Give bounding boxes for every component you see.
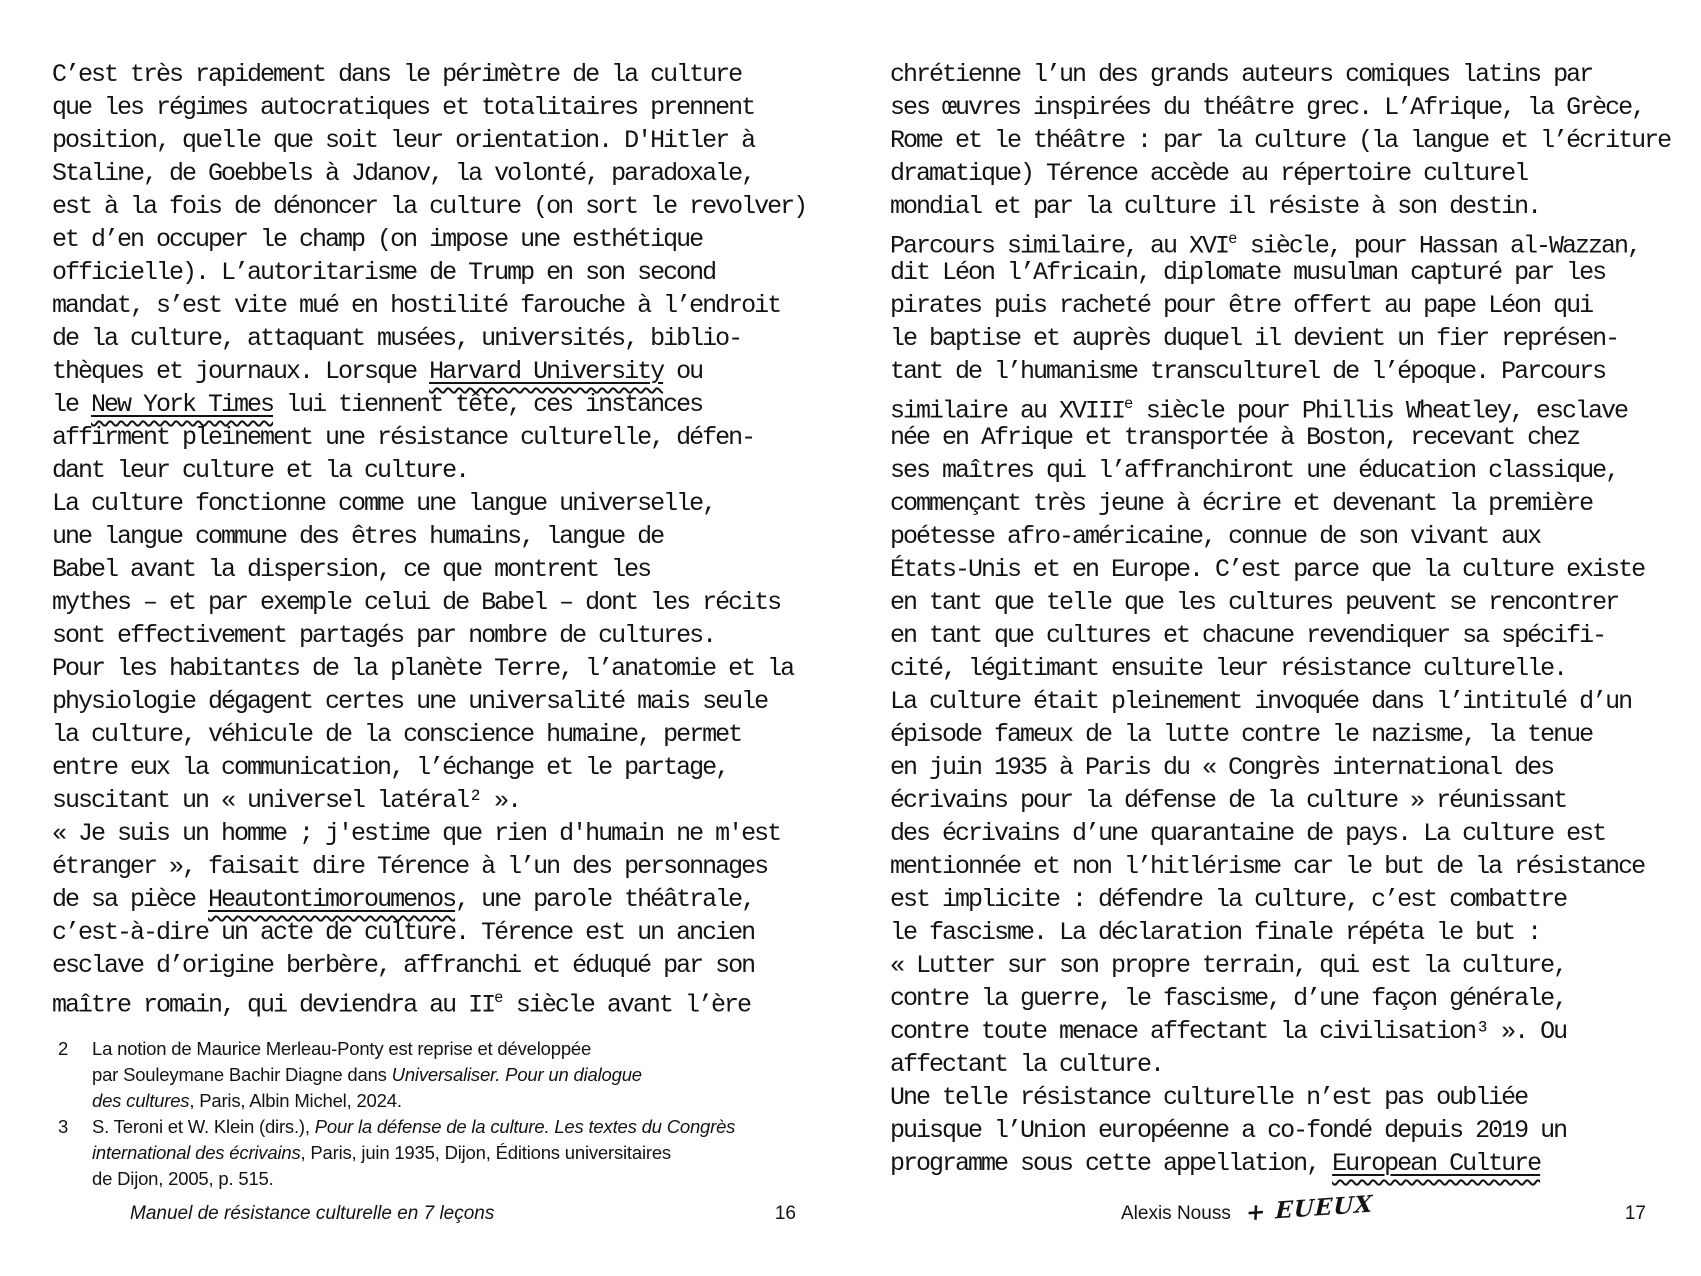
text-line: La culture était pleinement invoquée dans l’intitulé d’un — [890, 687, 1632, 716]
underlined-term: Harvard University — [429, 357, 664, 386]
text-line: position, quelle que soit leur orientation. D'Hitler à — [52, 126, 755, 155]
underlined-term: European Culture — [1332, 1149, 1541, 1178]
text-line: puisque l’Union européenne a co-fondé depuis 2019 un — [890, 1116, 1567, 1145]
footnote-marker: 3 — [58, 1116, 69, 1137]
text-line: de sa pièce Heautontimoroumenos, une parole théâtrale, — [52, 885, 755, 914]
footnote-marker: 2 — [58, 1038, 69, 1059]
text-line: que les régimes autocratiques et totalitaires prennent — [52, 93, 755, 122]
text-line: pirates puis racheté pour être offert au pape Léon qui — [890, 291, 1593, 320]
footnote-text — [92, 1114, 803, 1192]
text-line: La culture fonctionne comme une langue universelle, — [52, 489, 716, 518]
text-line: Babel avant la dispersion, ce que montrent les — [52, 555, 651, 584]
text-line: dramatique) Térence accède au répertoire culturel — [890, 159, 1528, 188]
text-line: « Je suis un homme ; j'estime que rien d'humain ne m'est — [52, 819, 781, 848]
italic-text: Pour la défense de la culture. Les textes du Congrès — [314, 1116, 736, 1137]
text-line: Staline, de Goebbels à Jdanov, la volonté, paradoxale, — [52, 159, 755, 188]
text-line: en juin 1935 à Paris du « Congrès international des — [890, 753, 1554, 782]
text-line: c’est-à-dire un acte de culture. Térence est un ancien — [52, 918, 755, 947]
text-line: chrétienne l’un des grands auteurs comiques latins par — [890, 60, 1593, 89]
text-line: mythes – et par exemple celui de Babel – dont les récits — [52, 588, 781, 617]
superscript: e — [1124, 395, 1133, 413]
superscript: e — [1228, 230, 1237, 248]
text-line: Une telle résistance culturelle n’est pas oubliée — [890, 1083, 1528, 1112]
text-line: ses œuvres inspirées du théâtre grec. L’Afrique, la Grèce, — [890, 93, 1645, 122]
text-line: de la culture, attaquant musées, universités, biblio- — [52, 324, 742, 353]
left-page-body — [52, 58, 812, 1020]
italic-text: Universaliser. Pour un dialogue — [391, 1064, 642, 1085]
text-line: Rome et le théâtre : par la culture (la langue et l’écriture — [890, 126, 1671, 155]
italic-text: international des écrivains — [92, 1142, 301, 1163]
footnote-line: international des écrivains, Paris, juin 1935, Dijon, Éditions universitaires — [92, 1142, 671, 1163]
text-line: le baptise et auprès duquel il devient un fier représen- — [890, 324, 1619, 353]
text-line: épisode fameux de la lutte contre le nazisme, la tenue — [890, 720, 1593, 749]
text-line: mentionnée et non l’hitlérisme car le but de la résistance — [890, 852, 1645, 881]
author-name: Alexis Nouss — [1121, 1203, 1231, 1224]
text-line: mondial et par la culture il résiste à son destin. — [890, 192, 1541, 221]
superscript: e — [494, 989, 503, 1007]
handwritten-signature: + EUEUX — [1245, 1190, 1374, 1227]
running-title: Manuel de résistance culturelle en 7 leçons — [130, 1203, 495, 1224]
text-line: programme sous cette appellation, European Culture — [890, 1149, 1541, 1178]
text-line: née en Afrique et transportée à Boston, recevant chez — [890, 423, 1580, 452]
page-number-left: 16 — [774, 1203, 796, 1224]
text-line: une langue commune des êtres humains, langue de — [52, 522, 664, 551]
underlined-term: New York Times — [91, 390, 274, 419]
text-line: tant de l’humanisme transculturel de l’époque. Parcours — [890, 357, 1606, 386]
text-line: dant leur culture et la culture. — [52, 456, 469, 485]
footnote-line: La notion de Maurice Merleau-Ponty est reprise et développée — [92, 1038, 592, 1059]
underlined-term: Heautontimoroumenos — [208, 885, 456, 914]
text-line: affirment pleinement une résistance culturelle, défen- — [52, 423, 755, 452]
footnote-line: des cultures, Paris, Albin Michel, 2024. — [92, 1090, 402, 1111]
footnote-text — [92, 1036, 803, 1114]
text-line: des écrivains d’une quarantaine de pays. La culture est — [890, 819, 1606, 848]
text-line: en tant que cultures et chacune revendiquer sa spécifi- — [890, 621, 1606, 650]
text-line: entre eux la communication, l’échange et le partage, — [52, 753, 729, 782]
text-line: officielle). L’autoritarisme de Trump en son second — [52, 258, 716, 287]
left-page-footnotes — [58, 1036, 803, 1192]
text-line: est à la fois de dénoncer la culture (on sort le revolver) — [52, 192, 807, 221]
text-line: physiologie dégagent certes une universalité mais seule — [52, 687, 768, 716]
text-line: ses maîtres qui l’affranchiront une éducation classique, — [890, 456, 1619, 485]
text-line: affectant la culture. — [890, 1050, 1164, 1079]
footnote-line: de Dijon, 2005, p. 515. — [92, 1168, 274, 1189]
text-line: thèques et journaux. Lorsque Harvard University ou — [52, 357, 703, 386]
footnote-line: S. Teroni et W. Klein (dirs.), Pour la défense de la culture. Les textes du Congrès — [92, 1116, 736, 1137]
italic-text: des cultures — [92, 1090, 190, 1111]
footnote — [58, 1036, 803, 1114]
text-line: similaire au XVIIIe siècle pour Phillis Wheatley, esclave — [890, 395, 1627, 426]
text-line: cité, légitimant ensuite leur résistance culturelle. — [890, 654, 1567, 683]
text-line: écrivains pour la défense de la culture » réunissant — [890, 786, 1567, 815]
footnote-line: par Souleymane Bachir Diagne dans Universaliser. Pour un dialogue — [92, 1064, 642, 1085]
footnote — [58, 1114, 803, 1192]
text-line: C’est très rapidement dans le périmètre de la culture — [52, 60, 742, 89]
text-line: étranger », faisait dire Térence à l’un des personnages — [52, 852, 768, 881]
text-line: esclave d’origine berbère, affranchi et éduqué par son — [52, 951, 755, 980]
text-line: Parcours similaire, au XVIe siècle, pour Hassan al-Wazzan, — [890, 230, 1640, 261]
text-line: commençant très jeune à écrire et devenant la première — [890, 489, 1593, 518]
text-line: contre toute menace affectant la civilisation³ ». Ou — [890, 1017, 1567, 1046]
text-line: « Lutter sur son propre terrain, qui est la culture, — [890, 951, 1567, 980]
text-line: et d’en occuper le champ (on impose une esthétique — [52, 225, 703, 254]
text-line: la culture, véhicule de la conscience humaine, permet — [52, 720, 742, 749]
text-line: en tant que telle que les cultures peuvent se rencontrer — [890, 588, 1619, 617]
text-line: est implicite : défendre la culture, c’est combattre — [890, 885, 1567, 914]
text-line: Pour les habitantεs de la planète Terre, l’anatomie et la — [52, 654, 794, 683]
text-line: dit Léon l’Africain, diplomate musulman capturé par les — [890, 258, 1606, 287]
text-line: sont effectivement partagés par nombre de cultures. — [52, 621, 716, 650]
page-number-right: 17 — [1624, 1203, 1646, 1224]
right-page-body — [890, 58, 1671, 1180]
text-line: États-Unis et en Europe. C’est parce que la culture existe — [890, 555, 1645, 584]
text-line: suscitant un « universel latéral² ». — [52, 786, 521, 815]
text-line: contre la guerre, le fascisme, d’une façon générale, — [890, 984, 1567, 1013]
text-line: mandat, s’est vite mué en hostilité farouche à l’endroit — [52, 291, 781, 320]
text-line: poétesse afro-américaine, connue de son vivant aux — [890, 522, 1541, 551]
text-line: le fascisme. La déclaration finale répéta le but : — [890, 918, 1541, 947]
text-line: maître romain, qui deviendra au IIe siècle avant l’ère — [52, 989, 750, 1020]
text-line: le New York Times lui tiennent tête, ces instances — [52, 390, 703, 419]
